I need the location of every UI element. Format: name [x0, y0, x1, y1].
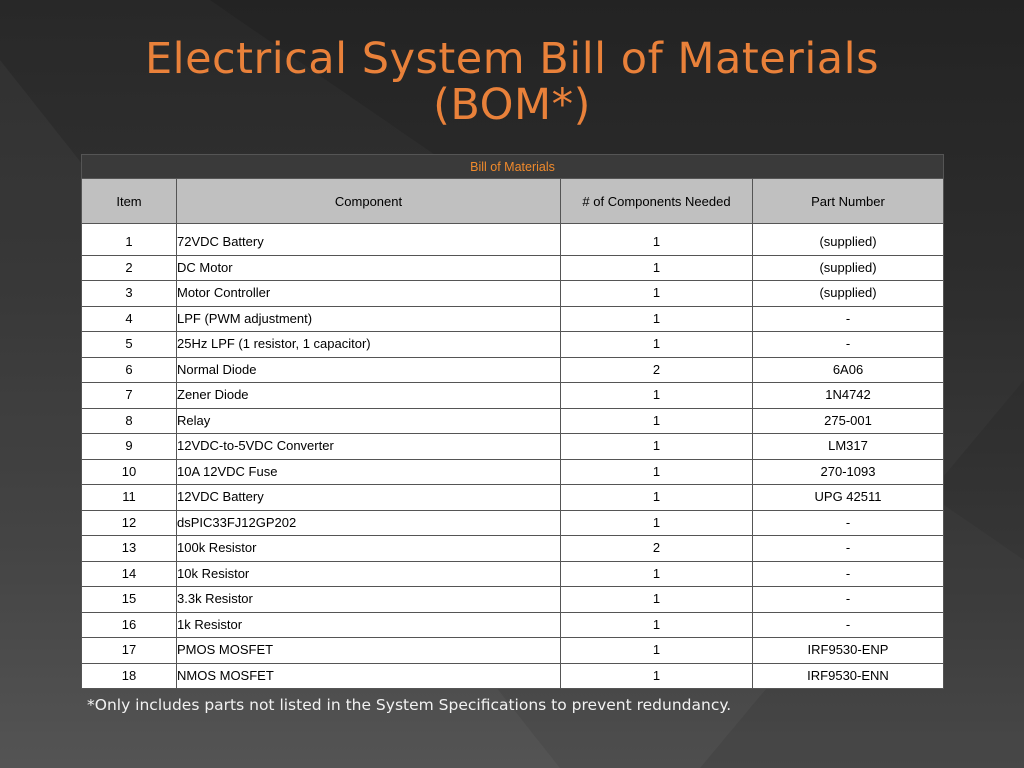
part-number-cell: (supplied)	[753, 224, 944, 256]
table-caption: Bill of Materials	[82, 155, 944, 179]
table-row	[82, 224, 944, 256]
table-row	[82, 638, 944, 664]
quantity-cell: 1	[561, 383, 753, 409]
item-cell: 9	[82, 434, 177, 460]
item-cell: 3	[82, 281, 177, 307]
component-cell: 3.3k Resistor	[177, 587, 561, 613]
quantity-cell: 1	[561, 612, 753, 638]
part-number-cell: -	[753, 561, 944, 587]
quantity-cell: 1	[561, 561, 753, 587]
quantity-cell: 1	[561, 255, 753, 281]
quantity-cell: 1	[561, 434, 753, 460]
part-number-cell: IRF9530-ENP	[753, 638, 944, 664]
component-cell: PMOS MOSFET	[177, 638, 561, 664]
table-header-row	[82, 179, 944, 224]
table-row	[82, 663, 944, 689]
item-cell: 10	[82, 459, 177, 485]
part-number-cell: -	[753, 587, 944, 613]
slide-title	[0, 36, 1024, 128]
quantity-cell: 2	[561, 357, 753, 383]
table-row	[82, 306, 944, 332]
bom-table	[81, 154, 944, 689]
header-part-number: Part Number	[753, 179, 944, 224]
table-caption-row	[82, 155, 944, 179]
item-cell: 11	[82, 485, 177, 511]
part-number-cell: -	[753, 612, 944, 638]
component-cell: 100k Resistor	[177, 536, 561, 562]
item-cell: 16	[82, 612, 177, 638]
item-cell: 17	[82, 638, 177, 664]
quantity-cell: 1	[561, 510, 753, 536]
table-row	[82, 561, 944, 587]
part-number-cell: -	[753, 536, 944, 562]
quantity-cell: 1	[561, 663, 753, 689]
component-cell: Relay	[177, 408, 561, 434]
component-cell: 72VDC Battery	[177, 224, 561, 256]
header-component: Component	[177, 179, 561, 224]
table-row	[82, 357, 944, 383]
table-row	[82, 459, 944, 485]
table-row	[82, 434, 944, 460]
quantity-cell: 1	[561, 281, 753, 307]
quantity-cell: 1	[561, 332, 753, 358]
component-cell: NMOS MOSFET	[177, 663, 561, 689]
item-cell: 8	[82, 408, 177, 434]
table-row	[82, 536, 944, 562]
title-line-1: Electrical System Bill of Materials	[144, 34, 880, 84]
table-row	[82, 332, 944, 358]
part-number-cell: IRF9530-ENN	[753, 663, 944, 689]
quantity-cell: 1	[561, 587, 753, 613]
component-cell: 25Hz LPF (1 resistor, 1 capacitor)	[177, 332, 561, 358]
part-number-cell: -	[753, 332, 944, 358]
component-cell: Zener Diode	[177, 383, 561, 409]
component-cell: 10k Resistor	[177, 561, 561, 587]
component-cell: Normal Diode	[177, 357, 561, 383]
table-row	[82, 255, 944, 281]
item-cell: 15	[82, 587, 177, 613]
part-number-cell: 275-001	[753, 408, 944, 434]
quantity-cell: 1	[561, 306, 753, 332]
item-cell: 14	[82, 561, 177, 587]
component-cell: LPF (PWM adjustment)	[177, 306, 561, 332]
component-cell: DC Motor	[177, 255, 561, 281]
part-number-cell: -	[753, 306, 944, 332]
part-number-cell: (supplied)	[753, 255, 944, 281]
component-cell: 12VDC Battery	[177, 485, 561, 511]
part-number-cell: 1N4742	[753, 383, 944, 409]
header-item: Item	[82, 179, 177, 224]
item-cell: 13	[82, 536, 177, 562]
header-quantity: # of Components Needed	[561, 179, 753, 224]
quantity-cell: 1	[561, 638, 753, 664]
item-cell: 7	[82, 383, 177, 409]
table-row	[82, 587, 944, 613]
item-cell: 2	[82, 255, 177, 281]
title-line-2: (BOM*)	[433, 80, 591, 130]
part-number-cell: 6A06	[753, 357, 944, 383]
item-cell: 5	[82, 332, 177, 358]
part-number-cell: LM317	[753, 434, 944, 460]
table-row	[82, 408, 944, 434]
quantity-cell: 1	[561, 408, 753, 434]
component-cell: Motor Controller	[177, 281, 561, 307]
component-cell: 12VDC-to-5VDC Converter	[177, 434, 561, 460]
component-cell: 10A 12VDC Fuse	[177, 459, 561, 485]
part-number-cell: 270-1093	[753, 459, 944, 485]
quantity-cell: 2	[561, 536, 753, 562]
quantity-cell: 1	[561, 485, 753, 511]
table-row	[82, 612, 944, 638]
item-cell: 4	[82, 306, 177, 332]
table-row	[82, 485, 944, 511]
quantity-cell: 1	[561, 459, 753, 485]
table-row	[82, 281, 944, 307]
quantity-cell: 1	[561, 224, 753, 256]
component-cell: 1k Resistor	[177, 612, 561, 638]
table-row	[82, 383, 944, 409]
part-number-cell: (supplied)	[753, 281, 944, 307]
item-cell: 6	[82, 357, 177, 383]
table-row	[82, 510, 944, 536]
component-cell: dsPIC33FJ12GP202	[177, 510, 561, 536]
item-cell: 1	[82, 224, 177, 256]
table-body	[82, 224, 944, 689]
part-number-cell: UPG 42511	[753, 485, 944, 511]
item-cell: 12	[82, 510, 177, 536]
footnote: *Only includes parts not listed in the System Specifications to prevent redundancy.	[87, 696, 732, 714]
part-number-cell: -	[753, 510, 944, 536]
item-cell: 18	[82, 663, 177, 689]
